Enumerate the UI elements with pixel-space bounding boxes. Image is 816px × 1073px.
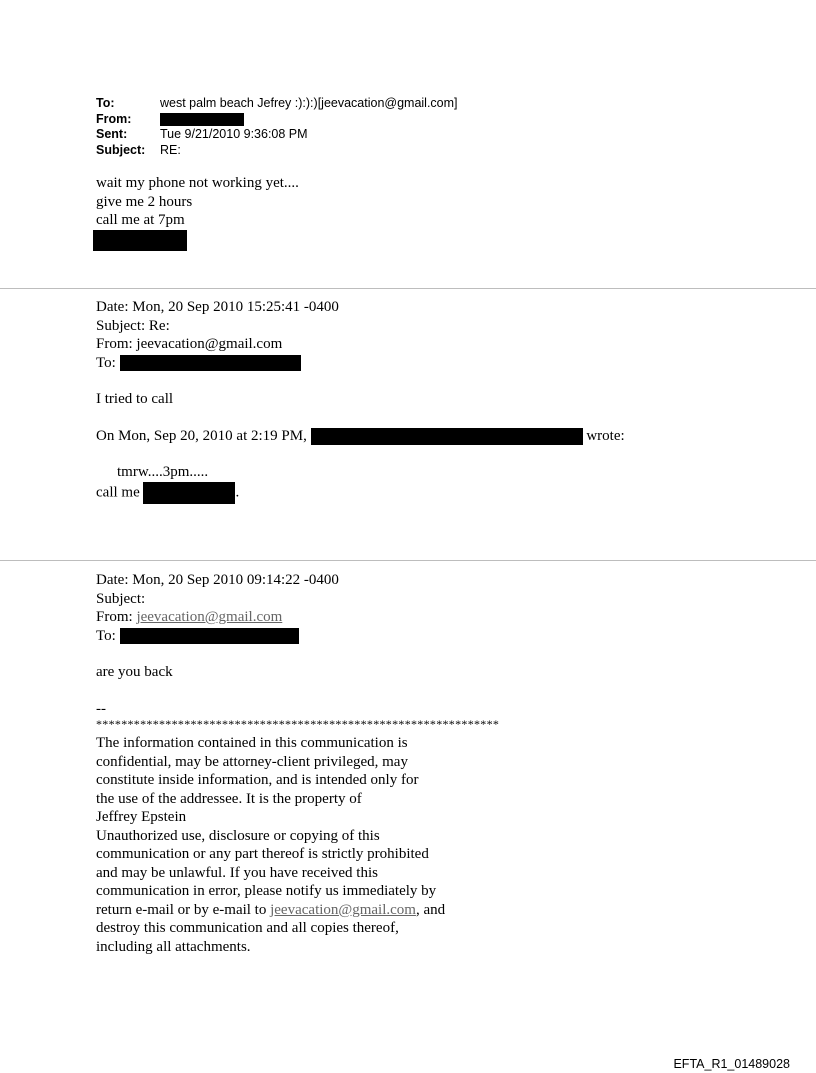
msg3-from	[96, 608, 499, 627]
email-link[interactable]: jeevacation@gmail.com	[136, 609, 283, 625]
disclaimer-line: communication in error, please notify us immediately by	[96, 883, 437, 899]
subject-label: Subject:	[96, 142, 146, 157]
msg3-date: Date: Mon, 20 Sep 2010 09:14:22 -0400	[96, 572, 339, 588]
disclaimer-line: destroy this communication and all copies thereof,	[96, 920, 399, 936]
email-link[interactable]: jeevacation@gmail.com	[270, 901, 416, 918]
msg2-to	[96, 354, 625, 373]
body-line: call me at 7pm	[96, 212, 185, 228]
disclaimer-line: communication or any part thereof is strictly prohibited	[96, 846, 429, 862]
reply-body	[96, 174, 299, 230]
message-3	[96, 571, 499, 956]
return-suffix: , and	[415, 901, 446, 918]
divider	[0, 560, 816, 561]
quoted-prefix: call me	[96, 483, 140, 500]
from-label: From:	[96, 609, 133, 625]
document-id: EFTA_R1_01489028	[673, 1057, 790, 1071]
divider	[0, 288, 816, 289]
return-prefix: return e-mail or by e-mail to	[96, 901, 267, 918]
signature-dash: --	[96, 700, 106, 717]
quote-prefix: On Mon, Sep 20, 2010 at 2:19 PM,	[96, 427, 307, 444]
disclaimer-line	[96, 901, 499, 920]
disclaimer	[96, 734, 499, 956]
msg2-from: From: jeevacation@gmail.com	[96, 336, 283, 352]
msg3-subject: Subject:	[96, 590, 146, 607]
quoted-line	[96, 482, 625, 504]
disclaimer-line: the use of the addressee. It is the property of	[96, 790, 362, 807]
quote-suffix: wrote:	[586, 427, 625, 444]
subject-value: RE:	[160, 142, 181, 157]
body-line: wait my phone not working yet....	[96, 175, 299, 191]
disclaimer-line: and may be unlawful. If you have received this	[96, 864, 378, 881]
to-label: To:	[96, 354, 116, 371]
msg3-to	[96, 627, 499, 646]
email-header	[96, 96, 458, 158]
redaction-bar	[120, 355, 301, 371]
disclaimer-line: Unauthorized use, disclosure or copying of this	[96, 827, 380, 844]
redaction-bar	[143, 482, 235, 504]
redaction-bar	[160, 113, 244, 126]
to-label: To:	[96, 96, 115, 110]
quoted-suffix: .	[235, 483, 240, 500]
from-label: From:	[96, 111, 132, 126]
disclaimer-line: confidential, may be attorney-client privileged, may	[96, 753, 408, 770]
sent-label: Sent:	[96, 127, 128, 141]
msg3-body: are you back	[96, 664, 173, 680]
msg2-body: I tried to call	[96, 391, 174, 407]
msg2-subject: Subject: Re:	[96, 317, 170, 334]
quote-attribution	[96, 427, 625, 446]
msg2-date: Date: Mon, 20 Sep 2010 15:25:41 -0400	[96, 299, 339, 315]
disclaimer-line: The information contained in this communication is	[96, 735, 408, 751]
to-value: west palm beach Jefrey :):):)[jeevacation@gmail.com]	[160, 96, 458, 110]
redaction-bar	[311, 428, 583, 445]
sent-value: Tue 9/21/2010 9:36:08 PM	[160, 127, 308, 141]
quoted-line: tmrw....3pm.....	[117, 464, 209, 480]
body-line: give me 2 hours	[96, 193, 193, 210]
redaction-bar	[93, 230, 187, 251]
redaction-bar	[120, 628, 299, 644]
message-2	[96, 298, 625, 504]
disclaimer-line: Jeffrey Epstein	[96, 809, 187, 825]
disclaimer-line: constitute inside information, and is intended only for	[96, 772, 419, 788]
stars-separator: ****************************************************************	[96, 717, 500, 731]
to-label: To:	[96, 627, 116, 644]
disclaimer-line: including all attachments.	[96, 938, 251, 955]
